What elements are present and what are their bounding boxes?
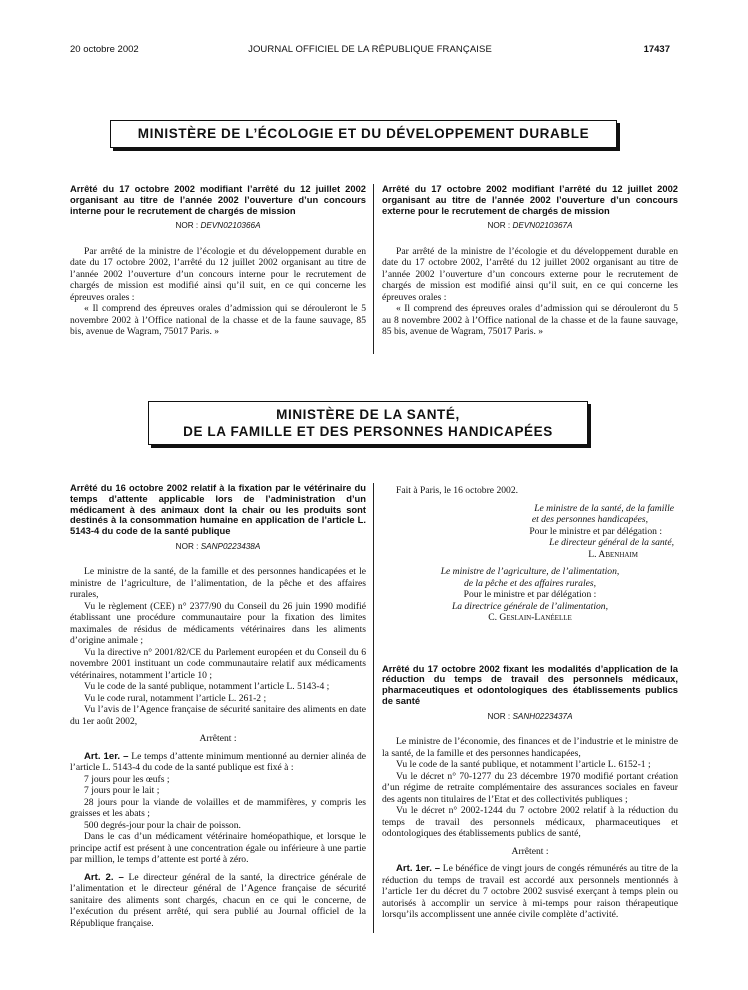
journal-title: JOURNAL OFFICIEL DE LA RÉPUBLIQUE FRANÇAISE <box>248 44 492 55</box>
nor-reference <box>70 220 366 232</box>
delegation-line: Pour le ministre et par délégation : <box>529 525 662 537</box>
article-1 <box>70 751 366 774</box>
paragraph: Vu le décret n° 2002-1244 du 7 octobre 2002 relatif à la réduction du temps de travail des personnels médicaux, pharmaceutiques et odontologiques des établissements publics de santé, <box>382 805 678 840</box>
nor-label: NOR : <box>487 221 511 231</box>
nor-reference <box>70 541 366 553</box>
paragraph: Vu le code de la santé publique, et notamment l’article L. 6152-1 ; <box>396 759 651 771</box>
ministry-ecologie-banner <box>110 120 617 148</box>
nor-label: NOR : <box>487 711 511 721</box>
list-item: 7 jours pour le lait ; <box>84 785 160 797</box>
ministry-ecologie-title: MINISTÈRE DE L’ÉCOLOGIE ET DU DÉVELOPPEMENT DURABLE <box>137 126 590 141</box>
signature-block <box>382 485 678 624</box>
article-1 <box>382 863 678 921</box>
paragraph: Vu la directive n° 2001/82/CE du Parlement européen et du Conseil du 6 novembre 2001 instituant un code communautaire relatif aux médicaments vétérinaires, notamment l’article 10 ; <box>70 646 366 681</box>
nor-label: NOR : <box>175 541 199 551</box>
list-item: 28 jours pour la viande de volailles et de mammifères, y compris les graisses et les abats ; <box>70 796 366 820</box>
column-divider <box>373 483 374 933</box>
nor-reference <box>382 711 678 723</box>
article-label: Art. 2. – <box>84 871 124 883</box>
paragraph: Vu le code de la santé publique, notamment l’article L. 5143-4 ; <box>84 681 330 693</box>
arrete-title: Arrêté du 17 octobre 2002 fixant les modalités d’application de la réduction du temps de travail des personnels médicaux, pharmaceutiques et odontologiques des établissements publics de santé <box>382 662 678 706</box>
nor-code: SANP0223438A <box>200 541 261 551</box>
arretent-heading: Arrêtent : <box>511 845 549 857</box>
signatory-title: La directrice générale de l’alimentation, <box>451 600 609 612</box>
paragraph: « Il comprend des épreuves orales d’admission qui se dérouleront du 5 au 8 novembre 2002 à l’Office national de la chasse et de la faune sauvage, 85 bis, avenue de Wagram, 75017 Paris. » <box>382 303 678 338</box>
ministry-sante-banner <box>148 401 588 445</box>
right-column <box>382 485 678 921</box>
signatory-name: L. Abenhaim <box>588 548 638 560</box>
nor-reference <box>382 220 678 232</box>
delegation-line: Pour le ministre et par délégation : <box>463 589 597 600</box>
arrete-rtt-personnels-medicaux <box>382 664 678 921</box>
signatory-name: C. Geslain-Lanéelle <box>488 612 572 623</box>
ministry-sante-title-line1: MINISTÈRE DE LA SANTÉ, <box>276 407 460 422</box>
article-label: Art. 1er. – <box>396 863 441 875</box>
page-number: 17437 <box>643 44 670 55</box>
signatory-title: et des personnes handicapées, <box>531 514 648 525</box>
signatory-title: Le ministre de l’agriculture, de l’alimentation, <box>440 566 620 577</box>
article-text: Le directeur général de la santé, la directrice générale de l’alimentation et le directeur général de l’Agence française de sécurité sanitaire des aliments sont chargés, chacun en ce qui le concerne, de l’exécution du présent arrêté, qui sera publié au Journal officiel de la République française. <box>70 871 366 929</box>
column-divider <box>373 184 374 354</box>
list-item: 500 degrés-jour pour la chair de poisson. <box>84 819 241 831</box>
nor-code: SANH0223437A <box>512 711 573 721</box>
arrete-concours-externe <box>382 184 678 338</box>
arrete-concours-interne <box>70 184 366 338</box>
paragraph: Vu le code rural, notamment l’article L. 261-2 ; <box>84 692 267 704</box>
place-date: Fait à Paris, le 16 octobre 2002. <box>396 485 519 496</box>
article-text: Le bénéfice de vingt jours de congés rémunérés au titre de la réduction du temps de travail est accordé aux personnels mentionnés à l’article 1er du décret du 7 octobre 2002 susvisé exerçant à temps plein ou autorisés à accomplir un service à mi-temps pour raison thérapeutique lorsqu’ils accomplissent une année civile complète d’activité. <box>382 863 678 921</box>
arretent-heading: Arrêtent : <box>199 733 237 745</box>
arrete-temps-attente <box>70 483 366 929</box>
list-item: 7 jours pour les œufs ; <box>84 773 170 785</box>
page-header <box>70 44 670 58</box>
paragraph: Vu le règlement (CEE) n° 2377/90 du Conseil du 26 juin 1990 modifié établissant une procédure communautaire pour la fixation des limites maximales de résidus de médicaments vétérinaires dans les aliments d’origine animale ; <box>70 600 366 647</box>
paragraph: Par arrêté de la ministre de l’écologie et du développement durable en date du 17 octobre 2002, l’arrêté du 12 juillet 2002 organisant au titre de l’année 2002 l’ouverture d’un concours externe pour le recrutement de chargés de mission est modifié ainsi qu’il suit, en ce qui concerne les épreuves orales : <box>382 245 678 303</box>
arrete-title: Arrêté du 17 octobre 2002 modifiant l’arrêté du 12 juillet 2002 organisant au titre de l’année 2002 l’ouverture d’un concours interne pour le recrutement de chargés de mission <box>70 183 366 216</box>
paragraph: Par arrêté de la ministre de l’écologie et du développement durable en date du 17 octobre 2002, l’arrêté du 12 juillet 2002 organisant au titre de l’année 2002 l’ouverture d’un concours interne pour le recrutement de chargés de mission est modifié ainsi qu’il suit, en ce qui concerne les épreuves orales : <box>70 245 366 303</box>
article-label: Art. 1er. – <box>84 750 129 762</box>
paragraph: Dans le cas d’un médicament vétérinaire homéopathique, et lorsque le principe actif est présent à une concentration égale ou inférieure à une partie par million, le temps d’attente est porté à zéro. <box>70 831 366 866</box>
arrete-title: Arrêté du 16 octobre 2002 relatif à la fixation par le vétérinaire du temps d’attente applicable lors de l’administration d’un médicament à des animaux dont la chair ou les produits sont destinés à la consommation humaine en application de l’article L. 5143-4 du code de la santé publique <box>70 482 366 537</box>
signatory-title: Le ministre de la santé, de la famille <box>534 502 674 514</box>
paragraph: « Il comprend des épreuves orales d’admission qui se dérouleront le 5 novembre 2002 à l’Office national de la chasse et de la faune sauvage, 85 bis, avenue de Wagram, 75017 Paris. » <box>70 303 366 338</box>
nor-code: DEVN0210367A <box>512 221 573 231</box>
publication-date: 20 octobre 2002 <box>70 44 139 55</box>
paragraph: Le ministre de la santé, de la famille et des personnes handicapées et le ministre de l’agriculture, de l’alimentation, de la pêche et des affaires rurales, <box>70 566 366 601</box>
signatory-title: de la pêche et des affaires rurales, <box>463 577 597 589</box>
article-text: Le temps d’attente minimum mentionné au dernier alinéa de l’article L. 5143-4 du code de la santé publique est fixé à : <box>70 750 366 774</box>
nor-code: DEVN0210366A <box>200 221 261 231</box>
paragraph: Vu le décret n° 70-1277 du 23 décembre 1970 modifié portant création d’un régime de retraite complémentaire des assurances sociales en faveur des agents non titulaires de l’Etat et des collectivités publiques ; <box>382 770 678 805</box>
paragraph: Vu l’avis de l’Agence française de sécurité sanitaire des aliments en date du 1er août 2002, <box>70 704 366 727</box>
ministry-sante-title-line2: DE LA FAMILLE ET DES PERSONNES HANDICAPÉES <box>183 424 553 439</box>
paragraph: Le ministre de l’économie, des finances et de l’industrie et le ministre de la santé, de la famille et des personnes handicapées, <box>382 736 678 759</box>
signatory-title: Le directeur général de la santé, <box>549 537 674 548</box>
article-2 <box>70 872 366 930</box>
arrete-title: Arrêté du 17 octobre 2002 modifiant l’arrêté du 12 juillet 2002 organisant au titre de l’année 2002 l’ouverture d’un concours externe pour le recrutement de chargés de mission <box>382 183 678 216</box>
nor-label: NOR : <box>175 221 199 231</box>
